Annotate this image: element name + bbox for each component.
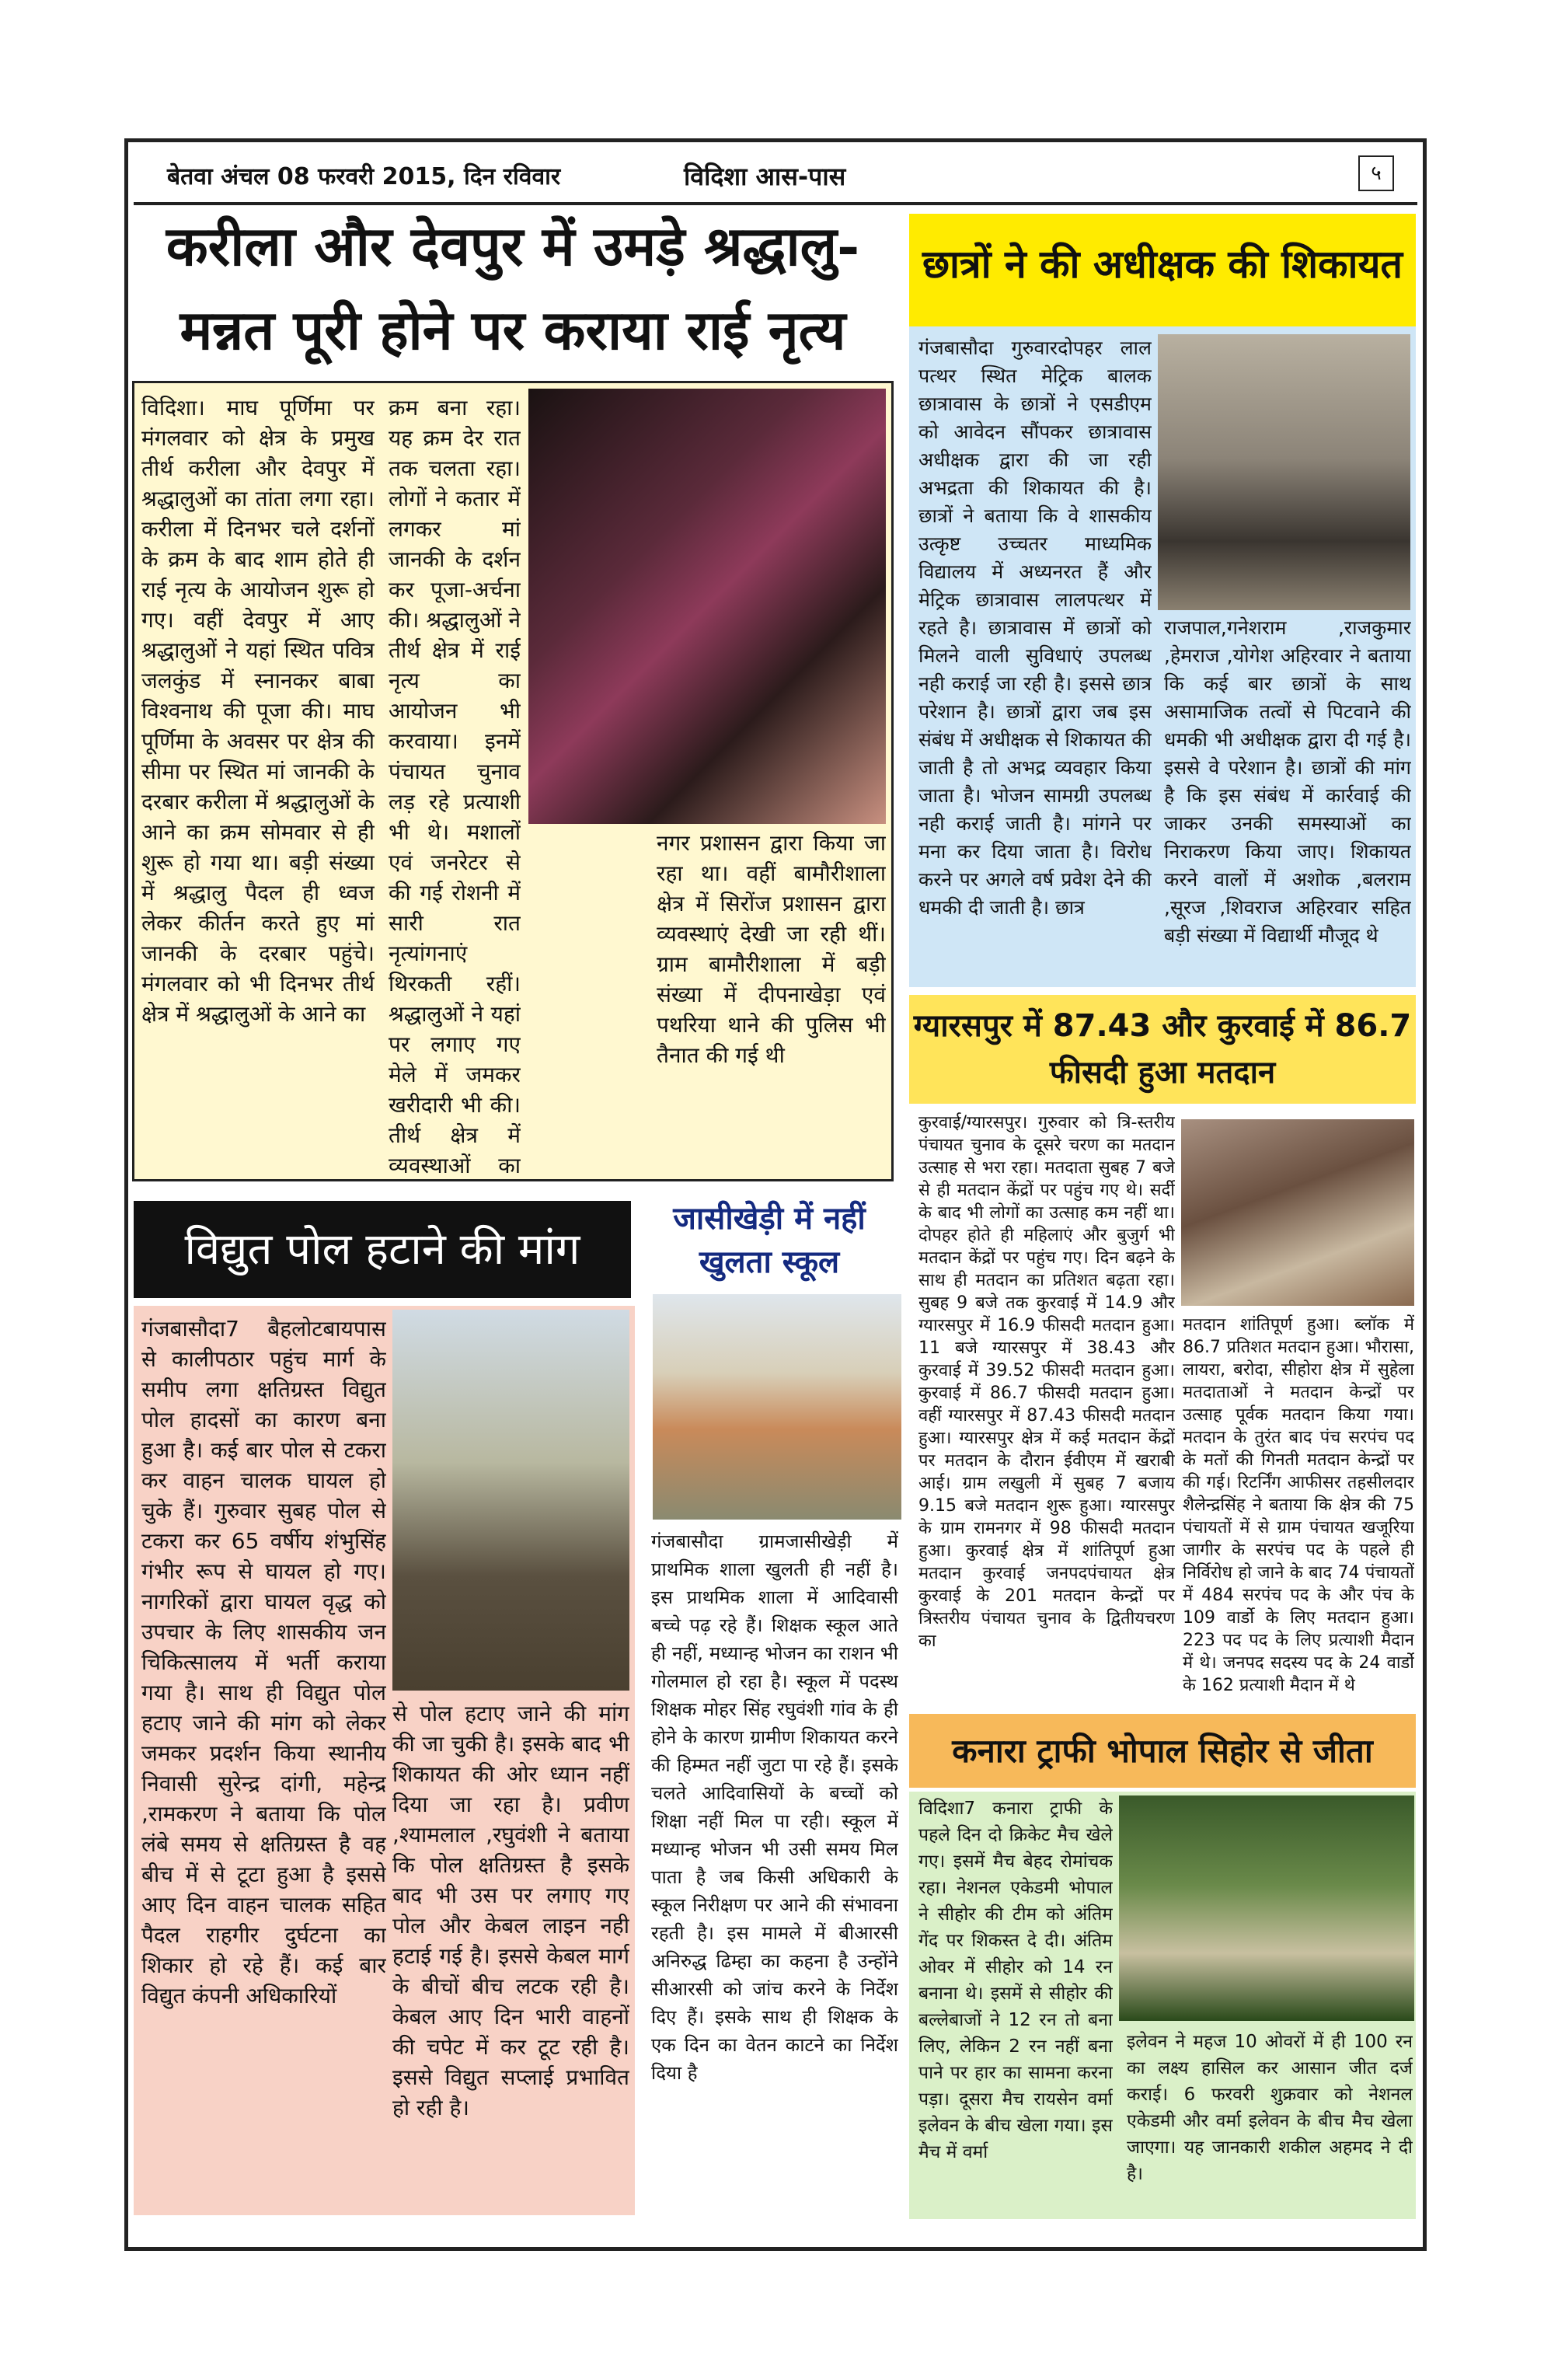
story1-column-1: विदिशा। माघ पूर्णिमा पर मंगलवार को क्षेत्र के प्रमुख तीर्थ करीला और देवपुर में श्रद्धालुओं का तांता लगा रहा। करीला में दिनभर चले दर्शनों के क्रम के बाद शाम होते ही राई नृत्य के आयोजन शुरू हो गए। वहीं देवपुर में आए श्रद्धालुओं ने यहां स्थित पवित्र जलकुंड में स्नानकर बाबा विश्वनाथ की पूजा की। माघ पूर्णिमा के अवसर पर क्षेत्र की सीमा पर स्थित मां जानकी के दरबार करीला में श्रद्धालुओं के आने का क्रम सोमवार से ही शुरू हो गया था। बड़ी संख्या में श्रद्धालु पैदल ही ध्वज लेकर कीर्तन करते हुए मां जानकी के दरबार पहुंचे। मंगलवार को भी दिनभर तीर्थ क्षेत्र में श्रद्धालुओं के आने का xyxy=(141,395,375,1027)
story2-text-left: गंजबासौदा गुरुवारदोपहर लाल पत्थर स्थित मेट्रिक बालक छात्रावास के छात्रों ने एसडीएम को आवेदन सौंपकर छात्रावास अधीक्षक द्वारा की जा रही अभद्रता की शिकायत की है। छात्रों ने बताया कि वे शासकीय उत्कृष्ट उच्चतर माध्यमिक विद्यालय में अध्यनरत हैं और मेट्रिक छात्रावास लालपत्थर में रहते है। छात्रावास में छात्रों को मिलने वाली सुविधाएं उपलब्ध नही कराई जा रही है। इससे छात्र परेशान है। छात्रों द्वारा जब इस संबंध में अधीक्षक से शिकायत की जाती है तो अभद्र व्यवहार किया जाता है। भोजन सामग्री उपलब्ध नही कराई जाती है। मांगने पर मना कर दिया जाता है। विरोध करने पर अगले वर्ष प्रवेश देने की धमकी दी जाती है। छात्र xyxy=(918,337,1152,919)
story2-text-right: राजपाल,गनेशराम ,राजकुमार ,हेमराज ,योगेश अहिरवार ने बताया कि कई बार छात्रों के साथ असामाजिक तत्वों से पिटवाने की धमकी भी अधीक्षक द्वारा दी गई है। इससे वे परेशान है। छात्रों की मांग है कि इस संबंध में कार्रवाई की जाकर उनकी समस्याओं का निराकरण किया जाए। शिकायत करने वालों में अशोक ,बलराम ,सूरज ,शिवराज अहिरवार सहित बड़ी संख्या में विद्यार्थी मौजूद थे xyxy=(1164,616,1411,947)
pole-protest-photo xyxy=(392,1310,629,1691)
story5-headline xyxy=(645,1197,894,1284)
section-title: विदिशा आस-पास xyxy=(684,162,846,191)
story1-headline-line1: करीला और देवपुर में उमड़े श्रद्धालु- xyxy=(166,214,860,278)
dance-photo xyxy=(528,389,886,824)
story3-headline: ग्यारसपुर में 87.43 और कुरवाई में 86.7 फीसदी हुआ मतदान xyxy=(913,1008,1412,1091)
story5-headline-line1: जासीखेड़ी में नहीं xyxy=(673,1201,866,1237)
story6-text-right: इलेवन ने महज 10 ओवरों में ही 100 रन का लक्ष्य हासिल कर आसान जीत दर्ज कराई। 6 फरवरी शुक्रवार को नेशनल एकेडमी और वर्मा इलेवन के बीच मैच खेला जाएगा। यह जानकारी शकील अहमद ने दी है। xyxy=(1127,2032,1413,2184)
story4-headline: विद्युत पोल हटाने की मांग xyxy=(184,1224,580,1275)
header-rule xyxy=(134,202,1417,205)
story5-text: गंजबासौदा ग्रामजासीखेड़ी में प्राथमिक शाला खुलती ही नहीं है। इस प्राथमिक शाला में आदिवासी बच्चे पढ़ रहे हैं। शिक्षक स्कूल आते ही नहीं, मध्यान्ह भोजन का राशन भी गोलमाल हो रहा है। स्कूल में पदस्थ शिक्षक मोहर सिंह रघुवंशी गांव के ही होने के कारण ग्रामीण शिकायत करने की हिम्मत नहीं जुटा पा रहे हैं। इसके चलते आदिवासियों के बच्चों को शिक्षा नहीं मिल पा रही। स्कूल में मध्यान्ह भोजन भी उसी समय मिल पाता है जब किसी अधिकारी के स्कूल निरीक्षण पर आने की संभावना रहती है। इस मामले में बीआरसी अनिरुद्ध ढिम्हा का कहना है उन्होंने सीआरसी को जांच करने के निर्देश दिए हैं। इसके साथ ही शिक्षक के एक दिन का वेतन काटने का निर्देश दिया है xyxy=(651,1530,898,2084)
story1-headline-line2: मन्नत पूरी होने पर कराया राई नृत्य xyxy=(179,298,846,362)
students-photo xyxy=(1158,334,1410,610)
story5-headline-line2: खुलता स्कूल xyxy=(699,1244,840,1280)
story4-text-right: से पोल हटाए जाने की मांग की जा चुकी है। इसके बाद भी शिकायत की ओर ध्यान नहीं दिया जा रहा है। प्रवीण ,श्यामलाल ,रघुवंशी ने बताया कि पोल क्षतिग्रस्त है इसके बाद भी उस पर लगाए गए पोल और केबल लाइन नही हटाई गई है। इससे केबल मार्ग के बीचों बीच लटक रही है। केबल आए दिन भारी वाहनों की चपेट में कर टूट रही है। इससे विद्युत सप्लाई प्रभावित हो रही है। xyxy=(392,1701,629,2120)
story6-headline: कनारा ट्राफी भोपाल सिहोर से जीता xyxy=(952,1732,1373,1770)
voting-photo xyxy=(1181,1119,1414,1306)
story2-headline: छात्रों ने की अधीक्षक की शिकायत xyxy=(922,241,1403,287)
page-number: ५ xyxy=(1358,155,1394,191)
story1-column-2: क्रम बना रहा। यह क्रम देर रात तक चलता रहा। लोगों ने कतार में लगकर मां जानकी के दर्शन कर पूजा-अर्चना की। श्रद्धालुओं ने तीर्थ क्षेत्र में राई नृत्य का आयोजन भी करवाया। इनमें पंचायत चुनाव लड़ रहे प्रत्याशी भी थे। मशालों एवं जनरेटर से की गई रोशनी में सारी रात नृत्यांगनाएं थिरकती रहीं। श्रद्धालुओं ने यहां पर लगाए गए मेले में जमकर खरीदारी भी की। तीर्थ क्षेत्र में व्यवस्थाओं का xyxy=(389,395,521,1178)
story3-text-right: मतदान शांतिपूर्ण हुआ। ब्लॉक में 86.7 प्रतिशत मतदान हुआ। भौरासा, लायरा, बरोदा, सीहोरा क्षेत्र में सुहेला मतदाताओं ने मतदान केन्द्रों पर उत्साह पूर्वक मतदान किया गया। मतदान के तुरंत बाद पंच सरपंच पद के मतों की गिनती मतदान केन्द्रों पर की गई। रिटर्निंग आफीसर तहसीलदार शैलेन्द्रसिंह ने बताया कि क्षेत्र की 75 पंचायतों में से ग्राम पंचायत खजूरिया जागीर के सरपंच पद के पहले ही निर्विरोध हो जाने के बाद 74 पंचायतों में 484 सरपंच पद के और पंच के 109 वार्डो के लिए मतदान हुआ। 223 पद पद के लिए प्रत्याशी मैदान में थे। जनपद सदस्य पद के 24 वार्डो के 162 प्रत्याशी मैदान में थे xyxy=(1183,1315,1414,1695)
masthead-date: बेतवा अंचल 08 फरवरी 2015, दिन रविवार xyxy=(167,163,561,190)
story3-text-left: कुरवाई/ग्यारसपुर। गुरुवार को त्रि-स्तरीय पंचायत चुनाव के दूसरे चरण का मतदान उत्साह से भरा रहा। मतदाता सुबह 7 बजे से ही मतदान केंद्रों पर पहुंच गए थे। सर्दी के बाद भी लोगों का उत्साह कम नहीं था। दोपहर होते ही महिलाएं और बुजुर्ग भी मतदान केंद्रों पर पहुंच गए। दिन बढ़ने के साथ ही मतदान का प्रतिशत बढ़ता रहा। सुबह 9 बजे तक कुरवाई में 14.9 और ग्यारसपुर में 16.9 फीसदी मतदान हुआ। 11 बजे ग्यारसपुर में 38.43 और कुरवाई में 39.52 फीसदी मतदान हुआ। कुरवाई में 86.7 फीसदी मतदान हुआ। वहीं ग्यारसपुर में 87.43 फीसदी मतदान हुआ। ग्यारसपुर क्षेत्र में कई मतदान केंद्रों पर मतदान के दौरान ईवीएम में खराबी आई। ग्राम लखुली में सुबह 7 बजाय 9.15 बजे मतदान शुरू हुआ। ग्यारसपुर के ग्राम रामनगर में 98 फीसदी मतदान हुआ। कुरवाई क्षेत्र में शांतिपूर्ण हुआ मतदान कुरवाई जनपदपंचायत क्षेत्र कुरवाई के 201 मतदान केन्द्रों पर त्रिस्तरीय पंचायत चुनाव के द्वितीयचरण का xyxy=(918,1113,1175,1651)
story1-column-3: नगर प्रशासन द्वारा किया जा रहा था। वहीं बामौरीशाला क्षेत्र में सिरोंज प्रशासन द्वारा व्यवस्थाएं देखी जा रही थीं। ग्राम बामौरीशाला में बड़ी संख्या में दीपनाखेड़ा एवं पथरिया थाने की पुलिस भी तैनात की गई थी xyxy=(657,830,886,1068)
story6-text-left: विदिशा7 कनारा ट्राफी के पहले दिन दो क्रिकेट मैच खेले गए। इसमें मैच बेहद रोमांचक रहा। नेशनल एकेडमी भोपाल ने सीहोर की टीम को अंतिम गेंद पर शिकस्त दे दी। अंतिम ओवर में सीहोर को 14 रन बनाना थे। इसमें से सीहोर की बल्लेबाजों ने 12 रन तो बना लिए, लेकिन 2 रन नहीं बना पाने पर हार का सामना करना पड़ा। दूसरा मैच रायसेन वर्मा इलेवन के बीच खेला गया। इस मैच में वर्मा xyxy=(918,1799,1113,2162)
cricket-photo xyxy=(1119,1795,1414,2021)
story4-text-left: गंजबासौदा7 बैहलोटबायपास से कालीपठार पहुंच मार्ग के समीप लगा क्षतिग्रस्त विद्युत पोल हादसों का कारण बना हुआ है। कई बार पोल से टकरा कर वाहन चालक घायल हो चुके हैं। गुरुवार सुबह पोल से टकरा कर 65 वर्षीय शंभुसिंह गंभीर रूप से घायल हो गए। नागरिकों द्वारा घायल वृद्ध को उपचार के लिए शासकीय जन चिकित्सालय में भर्ती कराया गया है। साथ ही विद्युत पोल हटाए जाने की मांग को लेकर जमकर प्रदर्शन किया स्थानीय निवासी सुरेन्द्र दांगी, महेन्द्र ,रामकरण ने बताया कि पोल लंबे समय से क्षतिग्रस्त है वह बीच में से टूटा हुआ है इससे आए दिन वाहन चालक सहित पैदल राहगीर दुर्घटना का शिकार हो रहे हैं। कई बार विद्युत कंपनी अधिकारियों xyxy=(141,1316,386,2008)
school-photo xyxy=(653,1294,901,1520)
